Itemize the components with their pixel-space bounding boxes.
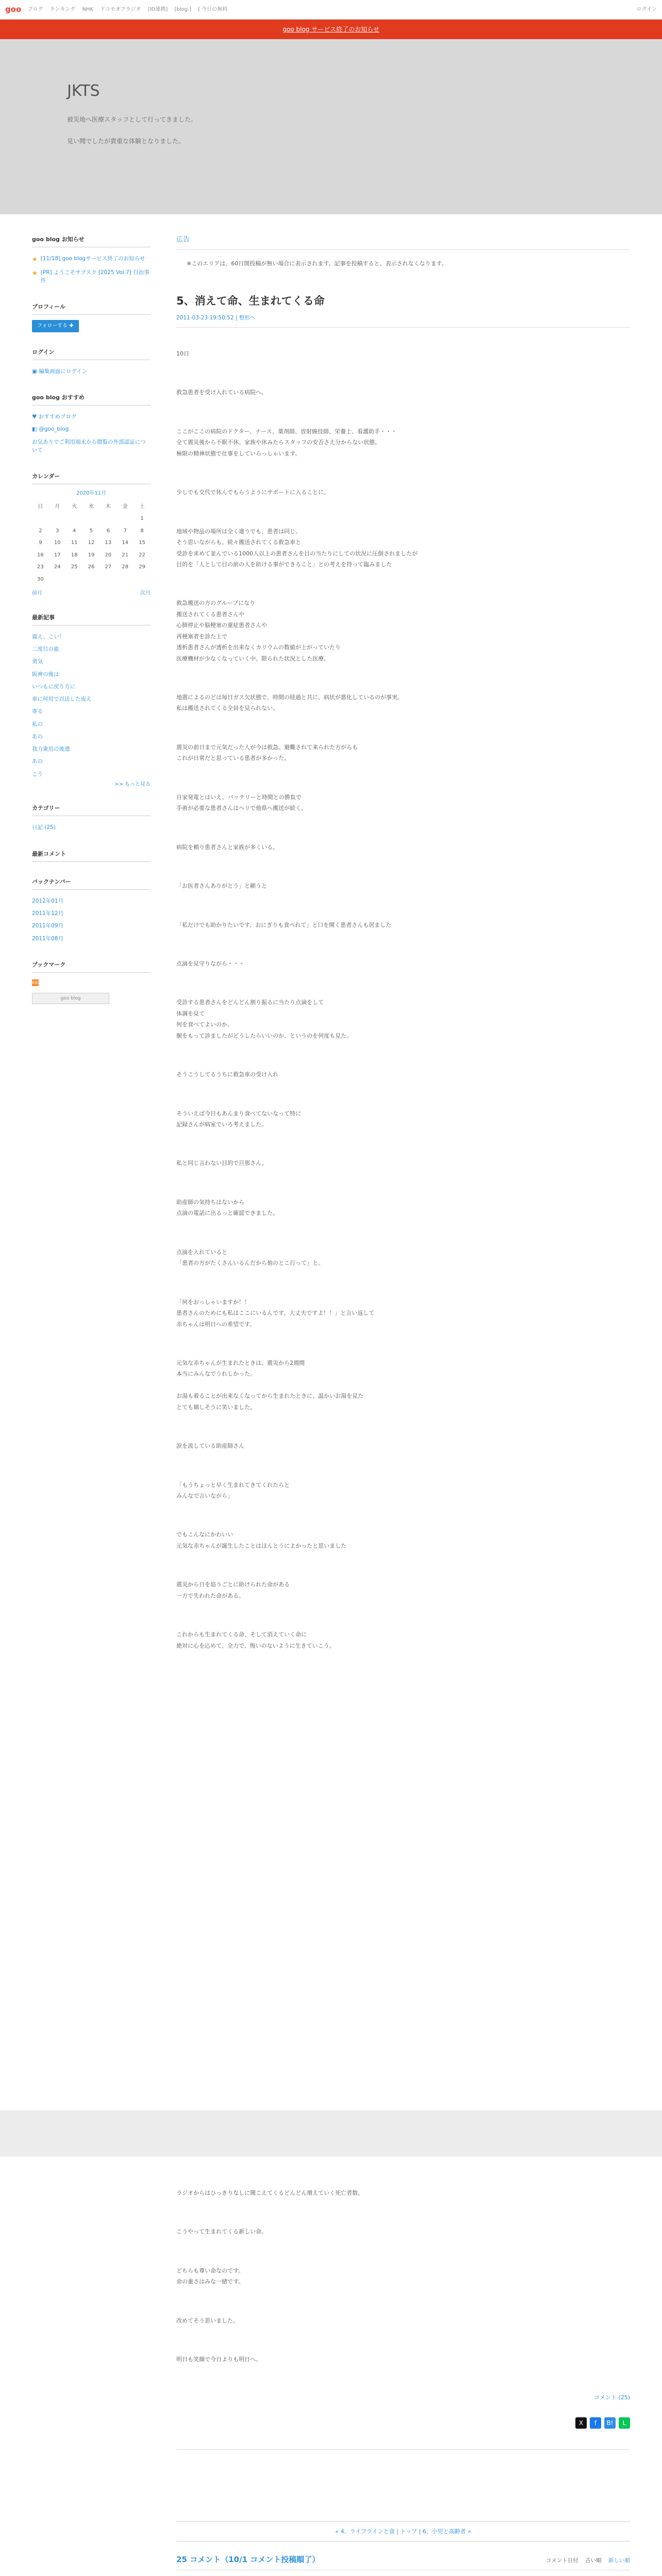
recent-post-link[interactable]: 勇気 — [32, 658, 43, 665]
x-icon[interactable]: X — [575, 2417, 587, 2429]
sidebar — [32, 235, 151, 1020]
notice-item[interactable]: ★ [11/18] goo blogサービス終了のお知らせ — [32, 252, 151, 266]
entry-paragraph: ここがここの病院のドクター、ナース、薬剤師、放射線技師、栄養士、看護助手・・・ 全て震災後から不眠不休。家族や休みたらスタッフの安否さえ分からない状態。 極限の精神状態で仕事をしていらっしゃいます。 — [176, 428, 397, 457]
calendar-day: 21 — [122, 552, 128, 558]
recent-post-link[interactable]: 我力乗用の後遣 — [32, 746, 70, 753]
star-icon: ★ — [32, 269, 38, 277]
recent-post-link[interactable]: 震え、こい！ — [32, 633, 65, 640]
entry-paragraph: 「私だけでも助かりたいです、おにぎりも食べれて」と口を開く患者さんも居ました — [176, 921, 392, 928]
calendar-day — [66, 513, 83, 525]
sort-new[interactable]: 新しい順 — [608, 2557, 630, 2564]
recommend-section — [32, 393, 151, 456]
calendar-day: 18 — [71, 552, 78, 558]
service-end-notice[interactable]: goo blog サービス終了のお知らせ — [0, 20, 662, 39]
profile-section — [32, 302, 151, 332]
calendar-day: 11 — [71, 540, 78, 546]
weekday-header: 月 — [55, 503, 60, 510]
comment-count-link[interactable]: コメント (25) — [593, 2394, 630, 2401]
entry-meta[interactable]: 2011-03-23 19:50:52 | 整形へ — [176, 314, 630, 328]
entry-paragraph: 助産師の気持ちはないから 点滴の電話に出るっと確認できました。 — [176, 1198, 278, 1217]
entry-paragraph: どちらも尊い命なのです。 命の重さはみな一緒です。 — [176, 2267, 244, 2285]
calendar-day: 3 — [56, 528, 59, 534]
entry-paragraph: 震災の前日まで元気だった人が今は救急。避難されて来られた方がらも これが日常だと思っている患者が多かった。 — [176, 743, 358, 762]
calendar-day: 1 — [140, 516, 144, 522]
calendar-day: 23 — [37, 564, 44, 570]
calendar-day: 26 — [88, 564, 95, 570]
top-nav-item[interactable]: ブログ — [27, 6, 43, 12]
blog-title[interactable]: JKTS — [67, 82, 100, 100]
recent-post-link[interactable]: あの — [32, 758, 43, 765]
entry-paragraph: そういえば今日もあんまり食べてないなって特に 記録さんが病室でいろ考えました。 — [176, 1110, 301, 1128]
calendar-day: 8 — [140, 528, 144, 534]
login-link[interactable]: ログイン — [636, 6, 657, 12]
recent-post-link[interactable]: いつもに戻り方に — [32, 683, 75, 690]
entry-paragraph: こうやって生まれてくる新しい命。 — [176, 2228, 267, 2235]
entry-paragraph: 救急搬送の方のグループになり 搬送されてくる患者さんや 心肺停止や脳梗塞の重症患者さんや 再梗塞者を診た上で 透析患者さんが透析を出来なくカリウムの数値が上がっていたり 医療機材が少なくなっていく中、限られた状況とした医療。 — [176, 600, 341, 662]
facebook-icon[interactable]: f — [590, 2417, 601, 2429]
entry-paragraph: 震災から日を追うごとに助けられた命がある 一方で失われた命がある。 — [176, 1581, 290, 1599]
calendar-day: 12 — [88, 540, 95, 546]
heart-icon: ♥ — [32, 414, 37, 420]
calendar-day: 30 — [37, 576, 44, 582]
calendar-section — [32, 472, 151, 598]
calendar-day: 14 — [122, 540, 128, 546]
entry-paragraph: そうこうしてるうちに救急車の受け入れ — [176, 1071, 278, 1078]
comments-title: 25 コメント（10/1 コメント投稿順了） — [176, 2554, 320, 2564]
backnumber-link[interactable]: 2011年08月 — [32, 935, 64, 942]
calendar-day: 6 — [106, 528, 110, 534]
section-title: goo blog おすすめ — [32, 393, 151, 405]
follow-button[interactable]: フォローする ✚ — [32, 320, 79, 332]
hatena-icon[interactable]: B! — [604, 2417, 616, 2429]
calendar-day: 16 — [37, 552, 44, 558]
entry-paragraph: 救急患者を受け入れている病院へ。 — [176, 389, 267, 396]
share-buttons — [176, 2417, 630, 2429]
category-link[interactable]: 日記 (25) — [32, 824, 56, 831]
recent-post-link[interactable]: 阪神の後は — [32, 671, 59, 677]
top-nav-item[interactable]: [ID連携] — [147, 6, 168, 12]
section-divider — [0, 2110, 662, 2157]
top-nav-item[interactable]: [blog.] — [174, 6, 191, 12]
category-section — [32, 804, 151, 834]
entry-paragraph: 明日も笑顔で今日よりも明日へ。 — [176, 2356, 261, 2363]
calendar-day — [134, 573, 151, 586]
entry-paragraph: 自家発電とはいえ、バッテリーと時間との勝負で 手術が必要な患者さんはヘリで他県へ搬送が続く。 — [176, 793, 307, 812]
recent-post-link[interactable]: 私の — [32, 721, 43, 727]
login-section — [32, 348, 151, 378]
entry-title[interactable]: 5、消えて命、生まれてくる命 — [176, 295, 325, 308]
section-title: 最新コメント — [32, 850, 151, 862]
entry-paragraph: 少しでも交代で休んでもらうようにサポートに入ることに。 — [176, 489, 329, 496]
section-title: ブックマーク — [32, 960, 151, 973]
section-title: カテゴリー — [32, 804, 151, 816]
calendar-day: 24 — [54, 564, 61, 570]
goo-blog-badge[interactable]: goo blog — [32, 993, 109, 1004]
entry-paragraph: 「もうちょっと早く生まれてきてくれたらと みんなで言いながら」 — [176, 1481, 290, 1499]
rss-icon[interactable]: RSS — [32, 980, 40, 985]
recent-posts-section — [32, 613, 151, 789]
calendar-day: 19 — [88, 552, 95, 558]
weekday-header: 水 — [88, 503, 94, 510]
twitter-icon: ◧ — [32, 426, 37, 433]
entry-paragraph: 10日 — [176, 350, 189, 357]
more-posts-link[interactable]: >> もっと見る — [114, 781, 151, 787]
calendar-day — [117, 573, 134, 586]
calendar-day: 10 — [54, 540, 61, 546]
calendar-day — [117, 513, 134, 525]
entry-pager[interactable]: « 4、ライフラインと食 | トップ | 6、小児と高齢者 » — [176, 2521, 630, 2541]
calendar-day: 17 — [54, 552, 61, 558]
top-nav-item[interactable]: NHK — [82, 6, 93, 12]
entry-paragraph: 改めてそう思いました。 — [176, 2317, 239, 2324]
calendar-next-link[interactable]: 次月 — [140, 590, 151, 597]
section-title: 最新記事 — [32, 613, 151, 625]
entry-paragraph: 点滴を見守りながら・・・ — [176, 960, 244, 967]
entry-paragraph: 点滴を入れていると 「患者の方がたくさんいるんだから他のとこ行って」と。 — [176, 1248, 324, 1267]
notice-item[interactable]: ★ [PR] ようこそサブスク [2025 Vol.7] 自治事件 — [32, 266, 151, 287]
entry-paragraph: 受診する患者さんをどんどん割り振るに当たり点滴をして 体調を見て 何を食べてよいのか、 腕をもって診ましたがどうしたらいいのか、というのを何度も見た。 — [176, 999, 352, 1039]
entry-paragraph: ラジオからはひっきりなしに聞こえてくるどんどん増えていく死亡者数。 — [176, 2190, 363, 2196]
recent-post-link[interactable]: あの — [32, 733, 43, 740]
top-nav-item[interactable]: [ 今日の無料 — [198, 6, 228, 12]
calendar-day — [100, 513, 117, 525]
backnumber-link[interactable]: 2012年01月 — [32, 897, 64, 904]
section-title: ログイン — [32, 348, 151, 360]
calendar-day: 22 — [139, 552, 145, 558]
entry-paragraph: 元気な赤ちゃんが生まれたときは、震災から2週間 本当にみんなでうれしかった。 お湯も着ることが出来なくなってから生まれたときに、温かいお湯を見た とても嬉しそうに笑いました。 — [176, 1359, 363, 1411]
recent-post-link[interactable]: 車に何用で以送した夜え — [32, 696, 92, 703]
blog-description: 見い聞でしたが貴重な体験となりました。 — [67, 138, 185, 145]
ad-label: 広告 — [176, 235, 630, 250]
backnumber-link[interactable]: 2011年09月 — [32, 923, 64, 929]
blog-header — [0, 39, 662, 214]
recent-post-link[interactable]: 二度目の旅 — [32, 646, 59, 652]
calendar-day — [49, 573, 66, 586]
plus-icon: ✚ — [69, 323, 74, 329]
section-title: カレンダー — [32, 472, 151, 484]
sort-old[interactable]: 古い順 — [585, 2557, 602, 2564]
top-bar — [0, 0, 662, 20]
bookmark-section — [32, 960, 151, 1004]
calendar-table — [32, 501, 151, 586]
calendar-day: 29 — [139, 564, 145, 570]
backnumber-link[interactable]: 2011年12月 — [32, 910, 64, 917]
calendar-day — [100, 573, 117, 586]
goo-notice-section — [32, 235, 151, 287]
top-nav-item[interactable]: ドコモオフラジオ — [100, 6, 141, 12]
calendar-day — [83, 513, 100, 525]
goo-logo[interactable]: goo — [5, 4, 22, 14]
calendar-day: 25 — [71, 564, 78, 570]
calendar-day — [49, 513, 66, 525]
entry-body — [176, 348, 630, 1651]
entry-paragraph: 「お医者さんありがとう」と願うと — [176, 883, 267, 890]
calendar-prev-link[interactable]: 前月 — [32, 590, 42, 597]
top-nav-item[interactable]: ランキング — [49, 6, 76, 12]
entry-paragraph: 地震によるのどは毎日ガス欠状態で、時間の経過と共に、病状が悪化しているのが事実。 私は搬送されてくる全員を見られない。 — [176, 694, 403, 712]
calendar-day — [66, 573, 83, 586]
star-icon: ★ — [32, 256, 38, 263]
entry-paragraph: でもこんなにかわいい 元気な赤ちゃんが誕生したことはほんとうによかったと思いました — [176, 1531, 346, 1549]
recommend-item[interactable]: ♥ おすすめブログ — [32, 414, 77, 420]
calendar-day: 9 — [39, 540, 42, 546]
comment-sort — [541, 2556, 630, 2565]
calendar-day: 4 — [72, 528, 76, 534]
section-title: goo blog お知らせ — [32, 235, 151, 247]
entry-paragraph: 病院を頼り患者さんと家族が多くいる。 — [176, 843, 278, 851]
section-title: プロフィール — [32, 302, 151, 315]
entry-paragraph: 私と同じ言わない目的で旦那さん。 — [176, 1160, 268, 1167]
weekday-header: 金 — [122, 503, 128, 510]
calendar-day: 28 — [122, 564, 128, 570]
weekday-header: 日 — [38, 503, 43, 510]
recent-post-link[interactable]: こう — [32, 771, 43, 777]
ad-text: ※このエリアは、60日間投稿が無い場合に表示されます。記事を投稿すると、表示されなくなります。 — [187, 260, 448, 267]
calendar-day: 27 — [105, 564, 112, 570]
comments-header — [176, 2554, 630, 2570]
calendar-day: 13 — [105, 540, 112, 546]
edit-login-link[interactable]: ▣ 編集画面にログイン — [32, 368, 88, 375]
lock-icon: ▣ — [32, 368, 37, 375]
entry-paragraph: 地域や物品の場所は全く違うでも、患者は同じ。 そう思いながらも、続々搬送されてくる救急車と 受診を求めて並んでいる1000人以上の患者さんを目の当たりにしての状況に圧倒されましたが 目的を「人として目の前の人を助ける事ができること」との考えを持って臨みました — [176, 528, 418, 568]
main-content — [176, 235, 630, 1679]
top-nav — [27, 6, 233, 14]
latest-comment-section — [32, 850, 151, 862]
weekday-header: 土 — [139, 503, 145, 510]
calendar-day: 7 — [123, 528, 127, 534]
calendar-day: 20 — [105, 552, 112, 558]
backnumber-section — [32, 877, 151, 945]
entry-footer — [176, 2188, 630, 2576]
entry-paragraph: これからも生まれてくる命、そして消えていく命に 絶対に心を込めて、全力で、悔いのないように生きていこう。 — [176, 1631, 335, 1649]
calendar-month: 2020年11月 — [76, 490, 107, 497]
entry-paragraph: 涙を流している助産師さん — [176, 1443, 244, 1450]
entry-body-continued — [176, 2188, 630, 2365]
section-title: バックナンバー — [32, 877, 151, 890]
recommend-item[interactable]: お気ありでご利用端末から閲覧の外部認証について — [32, 438, 146, 453]
calendar-day: 5 — [89, 528, 93, 534]
weekday-header: 火 — [72, 503, 77, 510]
calendar-day — [32, 513, 49, 525]
calendar-day — [83, 573, 100, 586]
tag-area — [176, 2449, 630, 2511]
recommend-item[interactable]: ◧ @goo_blog — [32, 426, 69, 433]
weekday-header: 木 — [105, 503, 111, 510]
blog-description: 被災地へ医療スタッフとして行ってきました。 — [67, 115, 197, 123]
sort-label: コメント日付 — [545, 2557, 578, 2564]
entry-paragraph: 「何をおっしゃいますか！！ 患者さんのためにも私はここにいるんです、大丈夫ですよ！！」と言い返して 赤ちゃんは明日への希望です。 — [176, 1298, 375, 1328]
calendar-day: 15 — [139, 540, 145, 546]
line-icon[interactable]: L — [619, 2417, 630, 2429]
recent-post-link[interactable]: 寄る — [32, 708, 43, 715]
calendar-day: 2 — [39, 528, 42, 534]
